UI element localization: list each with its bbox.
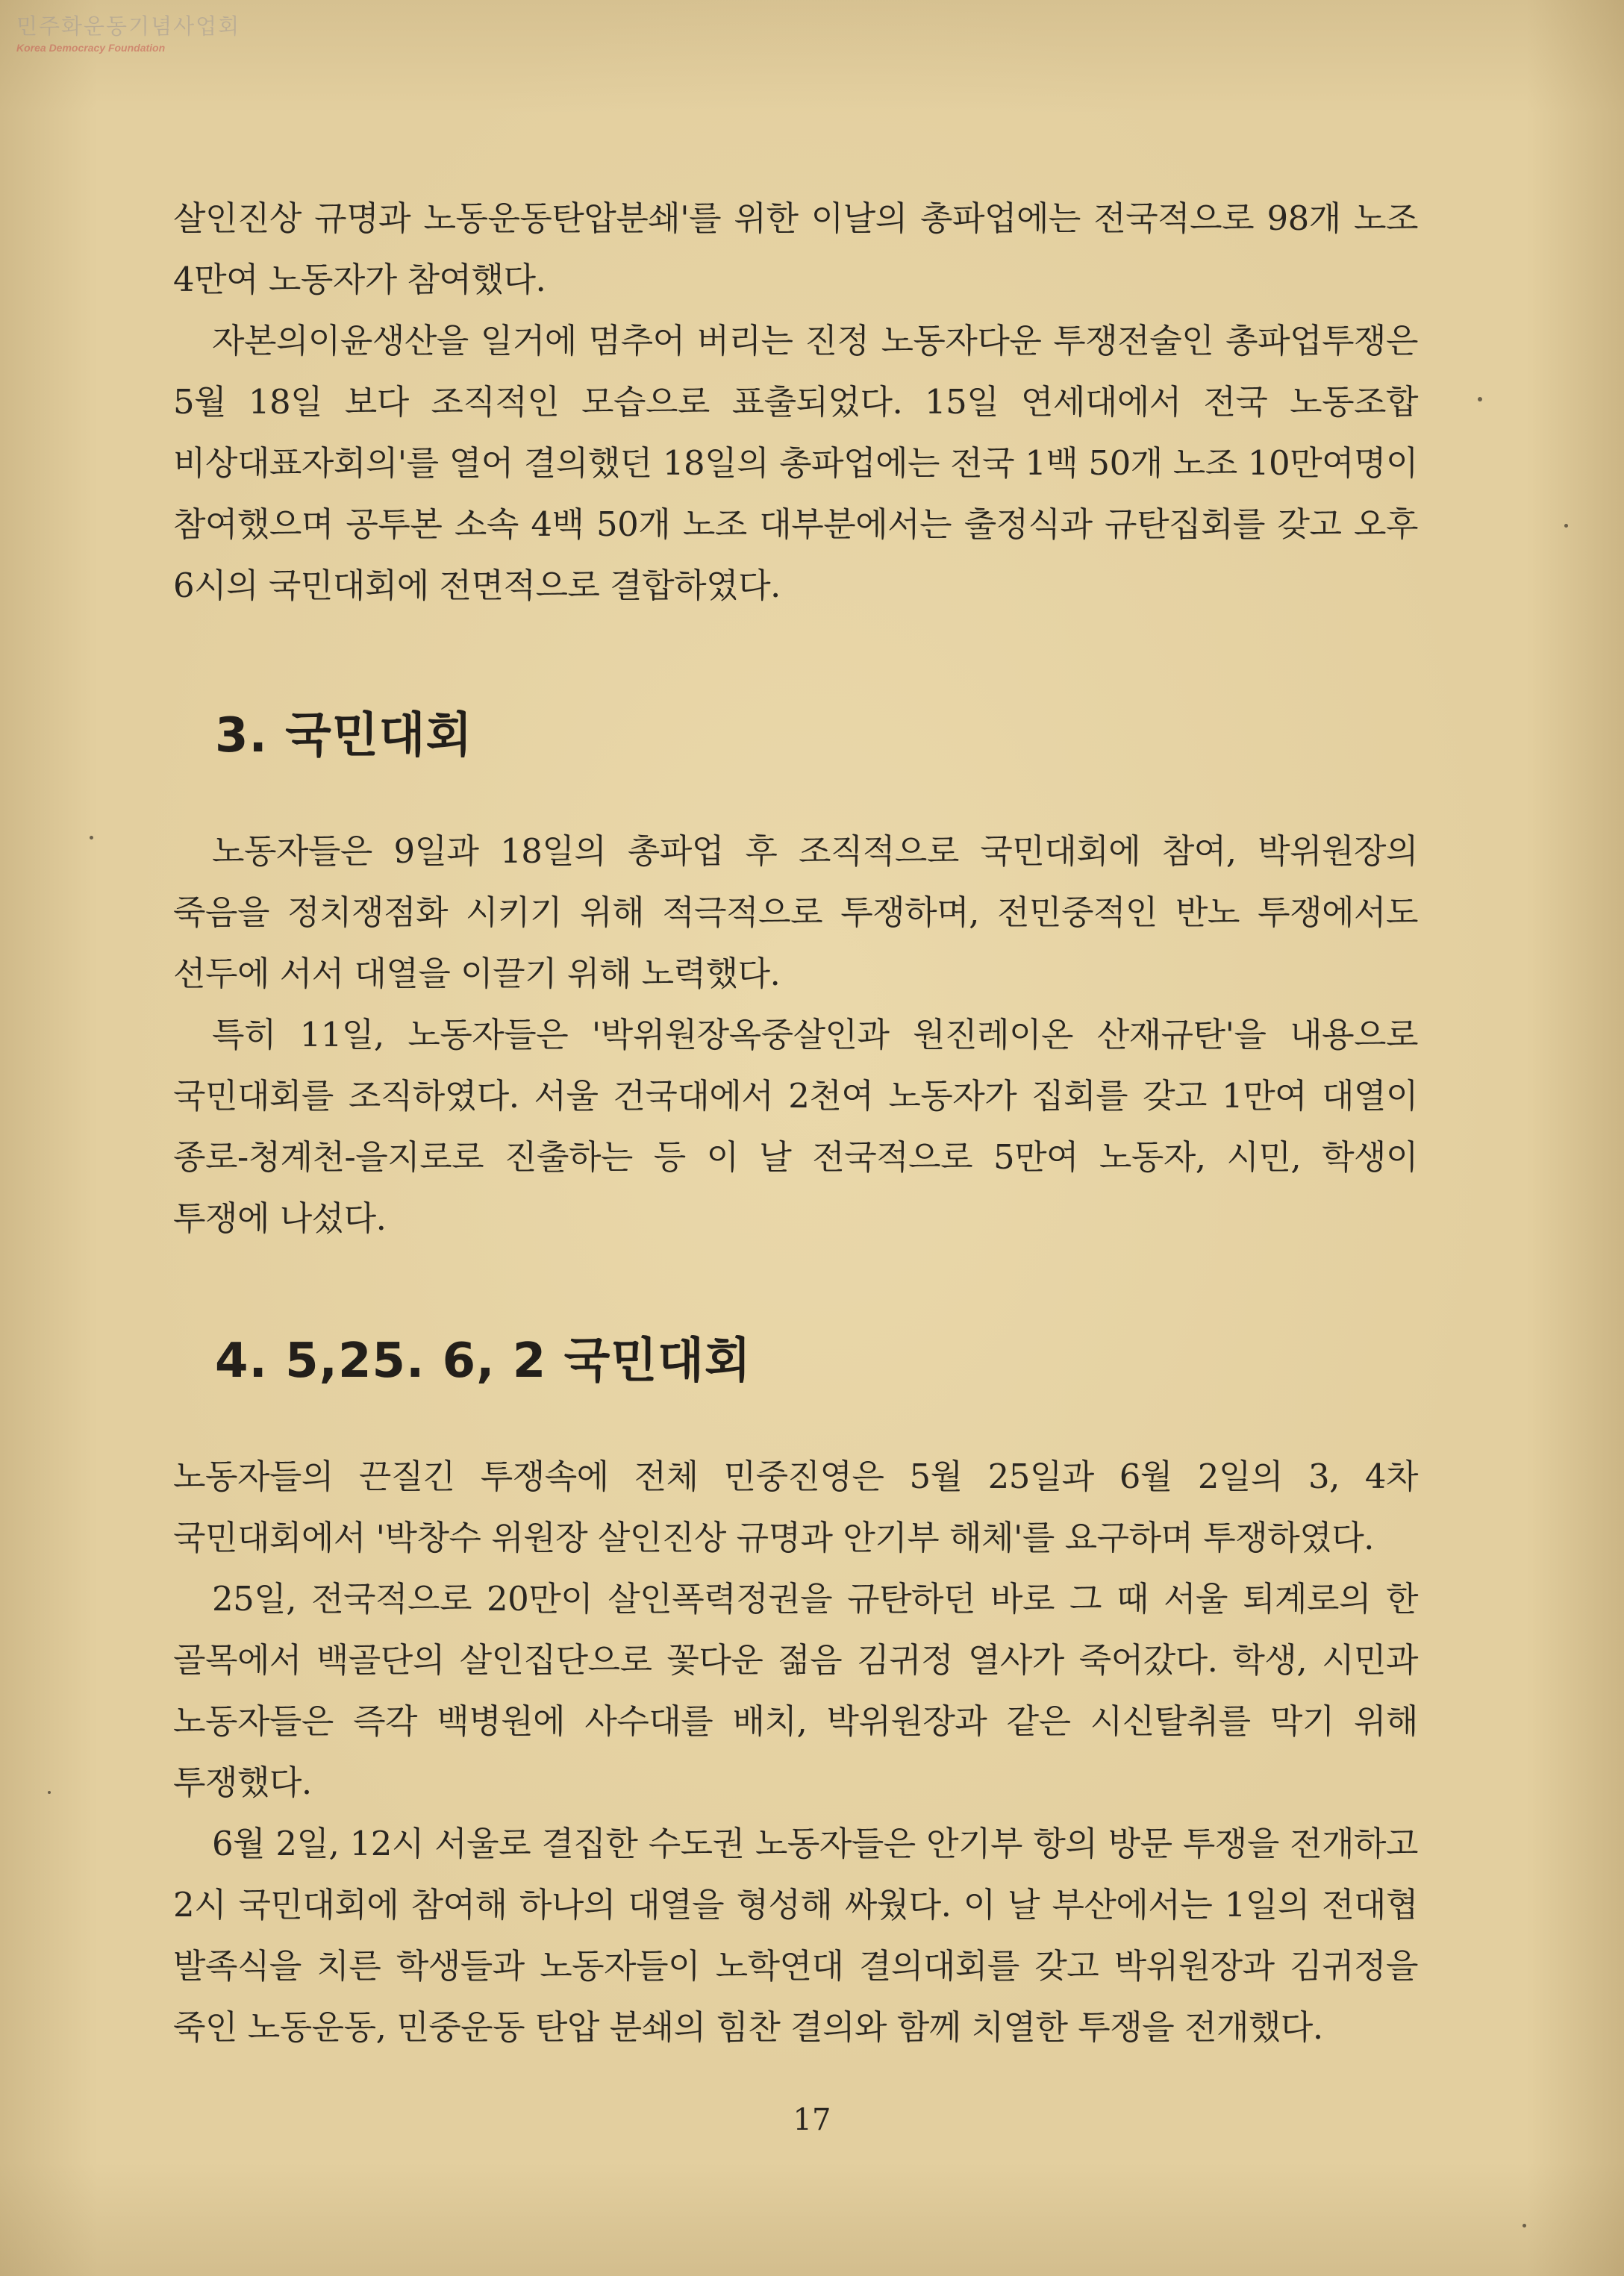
- section-heading-3: 3. 국민대회: [215, 708, 473, 763]
- paper-speck: [1478, 397, 1482, 401]
- paragraph: 특히 11일, 노동자들은 '박위원장옥중살인과 원진레이온 산재규탄'을 내용으로 국민대회를 조직하였다. 서울 건국대에서 2천여 노동자가 집회를 갖고 1만여 대열이 종로-청계천-을지로로 진출하는 등 이 날 전국적으로 5만여 노동자, 시민, 학생이 투쟁에 나섰다.: [173, 1015, 1418, 1238]
- watermark-logo: [16, 13, 241, 54]
- page-number: 17: [793, 2103, 831, 2137]
- paragraph: 자본의이윤생산을 일거에 멈추어 버리는 진정 노동자다운 투쟁전술인 총파업투쟁은 5월 18일 보다 조직적인 모습으로 표출되었다. 15일 연세대에서 전국 노동조합 비상대표자회의'를 열어 결의했던 18일의 총파업에는 전국 1백 50개 노조 10만여명이 참여했으며 공투본 소속 4백 50개 노조 대부분에서는 출정식과 규탄집회를 갖고 오후 6시의 국민대회에 전면적으로 결합하였다.: [173, 321, 1418, 605]
- paragraph: 살인진상 규명과 노동운동탄압분쇄'를 위한 이날의 총파업에는 전국적으로 98개 노조 4만여 노동자가 참여했다.: [173, 198, 1418, 299]
- section-heading-4: 4. 5,25. 6, 2 국민대회: [215, 1334, 752, 1389]
- paper-speck: [48, 1791, 51, 1794]
- paragraph: 6월 2일, 12시 서울로 결집한 수도권 노동자들은 안기부 항의 방문 투쟁을 전개하고 2시 국민대회에 참여해 하나의 대열을 형성해 싸웠다. 이 날 부산에서는 1일의 전대협 발족식을 치른 학생들과 노동자들이 노학연대 결의대회를 갖고 박위원장과 김귀정을 죽인 노동운동, 민중운동 탄압 분쇄의 힘찬 결의와 함께 치열한 투쟁을 전개했다.: [173, 1824, 1418, 2047]
- paragraph: 노동자들의 끈질긴 투쟁속에 전체 민중진영은 5월 25일과 6월 2일의 3, 4차 국민대회에서 '박창수 위원장 살인진상 규명과 안기부 해체'를 요구하며 투쟁하였다.: [173, 1457, 1418, 1557]
- page-body: [173, 188, 1418, 2058]
- paragraph: 25일, 전국적으로 20만이 살인폭력정권을 규탄하던 바로 그 때 서울 퇴계로의 한 골목에서 백골단의 살인집단으로 꽃다운 젊음 김귀정 열사가 죽어갔다. 학생, 시민과 노동자들은 즉각 백병원에 사수대를 배치, 박위원장과 같은 시신탈취를 막기 위해 투쟁했다.: [173, 1579, 1418, 1802]
- watermark-sub-text: Korea Democracy Foundation: [16, 41, 166, 54]
- watermark-main-text: 민주화운동기념사업회: [16, 13, 241, 39]
- paragraph: 노동자들은 9일과 18일의 총파업 후 조직적으로 국민대회에 참여, 박위원장의 죽음을 정치쟁점화 시키기 위해 적극적으로 투쟁하며, 전민중적인 반노 투쟁에서도 선두에 서서 대열을 이끌기 위해 노력했다.: [173, 831, 1418, 993]
- paper-speck: [90, 836, 93, 840]
- paper-speck: [1522, 2224, 1526, 2227]
- paper-speck: [1564, 524, 1568, 528]
